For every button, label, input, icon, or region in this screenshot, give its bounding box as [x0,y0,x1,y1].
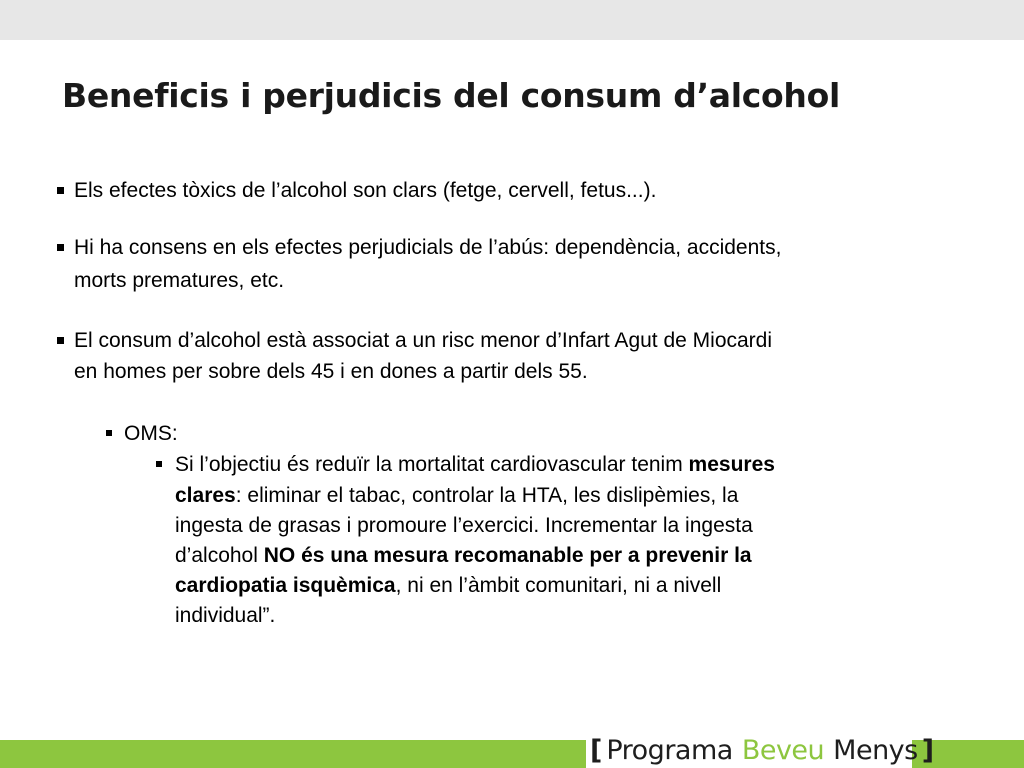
bullet-3-line-1: El consum d’alcohol està associat a un risc menor d’Infart Agut de Miocardi [74,329,773,352]
quote-line-6: individual”. [175,604,276,627]
quote-line-5-bold: cardiopatia isquèmica [175,574,396,597]
quote-line-1-bold: mesures [688,453,775,476]
brand-bracket-close: ] [921,734,935,766]
slide-title: Beneficis i perjudicis del consum d’alcohol [62,76,840,115]
bullet-square-icon [57,244,64,251]
brand-logo [586,732,935,768]
quote-line-2-bold: clares [175,484,236,507]
brand-beveu: Beveu [741,734,825,766]
bullet-square-icon [57,337,64,344]
sub-sub-bullet-square-icon [156,461,162,467]
quote-line-5-text: , ni en l’àmbit comunitari, ni a nivell [395,574,722,597]
quote-line-4-text: d’alcohol [175,544,264,567]
bullet-1-line-1: Els efectes tòxics de l’alcohol son clars (fetge, cervell, fetus...). [74,179,657,202]
quote-line-1-text: Si l’objectiu és reduïr la mortalitat cardiovascular tenim [175,453,689,476]
brand-bracket-open: [ [590,734,603,766]
quote-line-4 [175,541,752,571]
sub-bullet-oms: OMS: [124,422,178,445]
quote-line-1 [175,450,775,480]
quote-line-4-bold: NO és una mesura recomanable per a prevenir la [263,544,752,567]
bullet-2-line-2: morts prematures, etc. [74,269,285,292]
bullet-2-line-1: Hi ha consens en els efectes perjudicials de l’abús: dependència, accidents, [74,236,782,259]
quote-line-2-text: : eliminar el tabac, controlar la HTA, les dislipèmies, la [235,484,739,507]
quote-line-5 [175,571,721,601]
brand-menys: Menys [833,734,918,766]
sub-bullet-square-icon [106,430,112,436]
brand-programa: Programa [606,734,733,766]
quote-line-2 [175,481,738,511]
quote-line-3: ingesta de grasas i promoure l’exercici. Incrementar la ingesta [175,514,753,537]
bullet-3-line-2: en homes per sobre dels 45 i en dones a partir dels 55. [74,360,588,383]
bullet-square-icon [57,187,64,194]
